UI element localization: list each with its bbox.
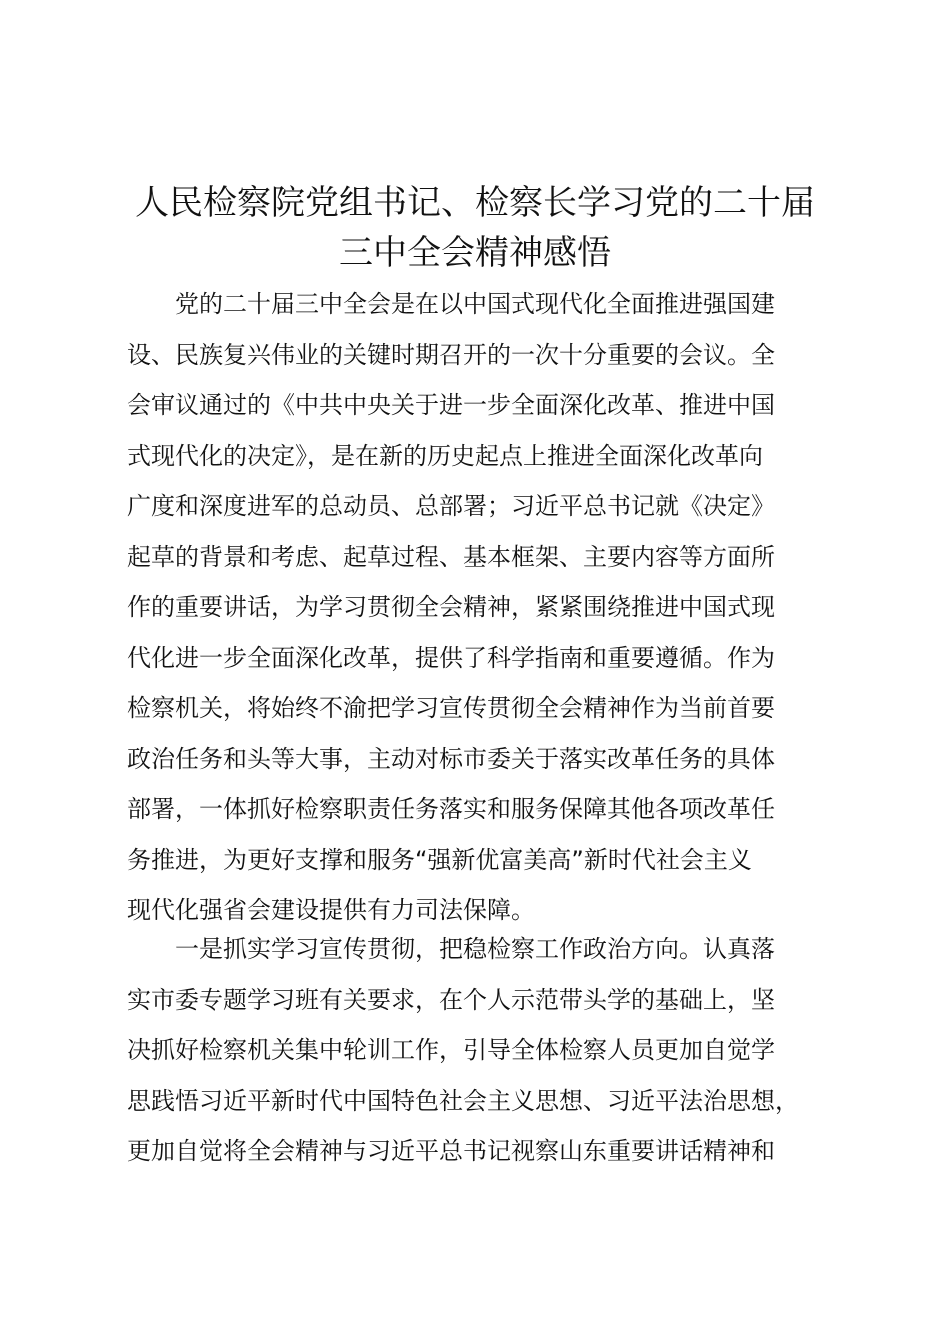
text-line: 起草的背景和考虑、起草过程、基本框架、主要内容等方面所 [127,542,775,571]
text-line: 更加自觉将全会精神与习近平总书记视察山东重要讲话精神和 [127,1137,775,1165]
text-line: 现代化强省会建设提供有力司法保障。 [127,896,535,924]
title-line: 人民检察院党组书记、检察长学习党的二十届 [135,183,815,223]
text-line: 作的重要讲话，为学习贯彻全会精神，紧紧围绕推进中国式现 [127,593,775,621]
text-line: 一是抓实学习宣传贯彻，把稳检察工作政治方向。认真落 [127,935,775,963]
text-line: 党的二十届三中全会是在以中国式现代化全面推进强国建 [127,290,775,318]
document-title [100,178,850,278]
paragraph-intro [127,279,847,936]
text-line: 代化进一步全面深化改革，提供了科学指南和重要遵循。作为 [127,643,775,672]
paragraph-point-one [127,924,847,1177]
text-line: 检察机关，将始终不渝把学习宣传贯彻全会精神作为当前首要 [127,694,775,722]
text-line: 思践悟习近平新时代中国特色社会主义思想、习近平法治思想， [127,1086,799,1115]
text-line: 广度和深度进军的总动员、总部署；习近平总书记就《决定》 [127,492,775,520]
text-line: 部署，一体抓好检察职责任务落实和服务保障其他各项改革任 [127,795,775,823]
text-line: 决抓好检察机关集中轮训工作，引导全体检察人员更加自觉学 [127,1036,775,1064]
text-line: 式现代化的决定》，是在新的历史起点上推进全面深化改革向 [127,441,763,470]
text-line: 实市委专题学习班有关要求，在个人示范带头学的基础上，坚 [127,985,775,1014]
text-line: 设、民族复兴伟业的关键时期召开的一次十分重要的会议。全 [127,340,775,369]
text-line: 政治任务和头等大事，主动对标市委关于落实改革任务的具体 [127,744,775,773]
title-line: 三中全会精神感悟 [339,233,611,273]
text-line: 会审议通过的《中共中央关于进一步全面深化改革、推进中国 [127,391,775,419]
text-line: 务推进，为更好支撑和服务“强新优富美高”新时代社会主义 [127,845,752,874]
